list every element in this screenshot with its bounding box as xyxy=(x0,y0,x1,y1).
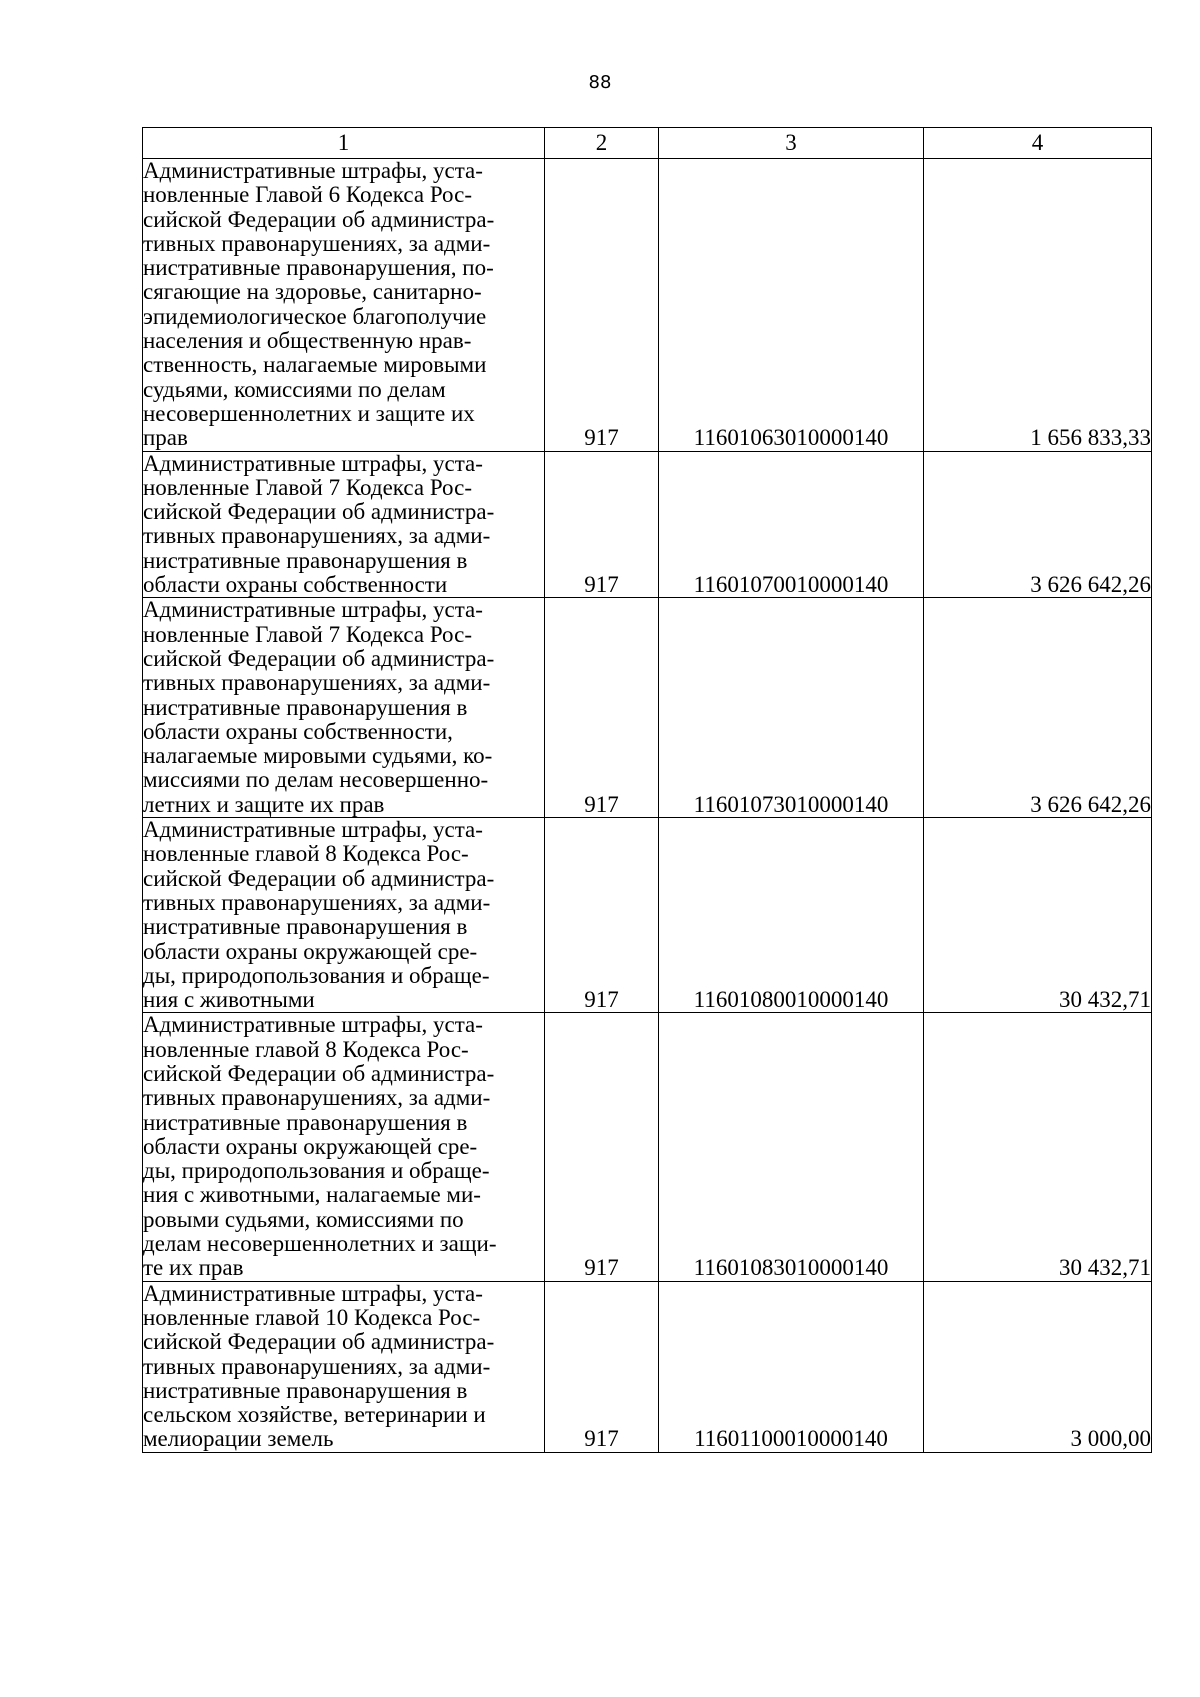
description-line: ды, природопользования и обраще- xyxy=(143,1158,490,1184)
description-line: сягающие на здоровье, санитарно- xyxy=(143,279,482,305)
description-line: тивных правонарушениях, за адми- xyxy=(143,670,491,696)
description-line: Административные штрафы, уста- xyxy=(143,817,483,843)
description-line: сийской Федерации об администра- xyxy=(143,645,495,671)
description-line: нистративные правонарушения в xyxy=(143,547,468,573)
description-line: несовершеннолетних и защите их xyxy=(143,400,475,426)
description-line: тивных правонарушениях, за адми- xyxy=(143,523,491,549)
table-row xyxy=(143,1013,1152,1281)
kbk-code-cell: 11601080010000140 xyxy=(659,818,924,1013)
description-line: нистративные правонарушения в xyxy=(143,694,468,720)
description-line: ды, природопользования и обраще- xyxy=(143,962,490,988)
amount-cell: 3 626 642,26 xyxy=(924,598,1152,818)
admin-code-cell: 917 xyxy=(545,159,659,452)
description-line: Административные штрафы, уста- xyxy=(143,450,483,476)
admin-code-cell: 917 xyxy=(545,1281,659,1452)
table-row xyxy=(143,451,1152,598)
description-line: ния с животными, налагаемые ми- xyxy=(143,1182,481,1208)
header-row xyxy=(143,128,1152,159)
description-line: Административные штрафы, уста- xyxy=(143,597,483,623)
description-line: сельском хозяйстве, ветеринарии и xyxy=(143,1402,486,1428)
table-body xyxy=(143,159,1152,1453)
description-line: области охраны окружающей сре- xyxy=(143,1133,478,1159)
description-line: ровыми судьями, комиссиями по xyxy=(143,1206,464,1232)
description-line: тивных правонарушениях, за адми- xyxy=(143,230,491,256)
kbk-code-cell: 11601070010000140 xyxy=(659,451,924,598)
admin-code-cell: 917 xyxy=(545,598,659,818)
row-description xyxy=(143,1013,545,1281)
description-line: области охраны собственности, xyxy=(143,718,453,744)
column-header-4: 4 xyxy=(924,128,1152,159)
description-line: летних и защите их прав xyxy=(143,791,385,817)
description-line: сийской Федерации об администра- xyxy=(143,1060,495,1086)
admin-code-cell: 917 xyxy=(545,818,659,1013)
description-line: сийской Федерации об администра- xyxy=(143,865,495,891)
column-header-3: 3 xyxy=(659,128,924,159)
description-line: нистративные правонарушения в xyxy=(143,1377,468,1403)
description-line: те их прав xyxy=(143,1255,244,1281)
column-header-2: 2 xyxy=(545,128,659,159)
description-line: судьями, комиссиями по делам xyxy=(143,376,446,402)
description-line: ния с животными xyxy=(143,987,315,1013)
amount-cell: 30 432,71 xyxy=(924,1013,1152,1281)
row-description xyxy=(143,818,545,1013)
description-line: ственность, налагаемые мировыми xyxy=(143,352,487,378)
description-line: нистративные правонарушения в xyxy=(143,1109,468,1135)
revenue-table xyxy=(142,127,1152,1453)
kbk-code-cell: 11601063010000140 xyxy=(659,159,924,452)
amount-cell: 3 626 642,26 xyxy=(924,451,1152,598)
description-line: прав xyxy=(143,425,188,451)
amount-cell: 3 000,00 xyxy=(924,1281,1152,1452)
description-line: делам несовершеннолетних и защи- xyxy=(143,1231,497,1257)
description-line: мелиорации земель xyxy=(143,1426,334,1452)
description-line: новленные главой 8 Кодекса Рос- xyxy=(143,1036,469,1062)
description-line: населения и общественную нрав- xyxy=(143,328,472,354)
column-header-1: 1 xyxy=(143,128,545,159)
description-line: новленные Главой 7 Кодекса Рос- xyxy=(143,621,472,647)
row-description xyxy=(143,451,545,598)
kbk-code-cell: 11601100010000140 xyxy=(659,1281,924,1452)
description-line: тивных правонарушениях, за адми- xyxy=(143,1085,491,1111)
description-line: Административные штрафы, уста- xyxy=(143,158,483,183)
amount-cell: 1 656 833,33 xyxy=(924,159,1152,452)
description-line: новленные главой 10 Кодекса Рос- xyxy=(143,1304,481,1330)
row-description xyxy=(143,598,545,818)
description-line: сийской Федерации об администра- xyxy=(143,499,495,525)
description-line: новленные Главой 7 Кодекса Рос- xyxy=(143,474,472,500)
description-line: новленные Главой 6 Кодекса Рос- xyxy=(143,182,472,208)
row-description xyxy=(143,159,545,452)
kbk-code-cell: 11601083010000140 xyxy=(659,1013,924,1281)
description-line: Административные штрафы, уста- xyxy=(143,1280,483,1306)
description-line: сийской Федерации об администра- xyxy=(143,206,495,232)
description-line: сийской Федерации об администра- xyxy=(143,1329,495,1355)
table-row xyxy=(143,598,1152,818)
amount-cell: 30 432,71 xyxy=(924,818,1152,1013)
admin-code-cell: 917 xyxy=(545,451,659,598)
description-line: области охраны собственности xyxy=(143,572,448,598)
description-line: тивных правонарушениях, за адми- xyxy=(143,889,491,915)
table-row xyxy=(143,818,1152,1013)
row-description xyxy=(143,1281,545,1452)
description-line: налагаемые мировыми судьями, ко- xyxy=(143,743,493,769)
description-line: области охраны окружающей сре- xyxy=(143,938,478,964)
table-row xyxy=(143,1281,1152,1452)
description-line: нистративные правонарушения в xyxy=(143,914,468,940)
description-line: новленные главой 8 Кодекса Рос- xyxy=(143,841,469,867)
admin-code-cell: 917 xyxy=(545,1013,659,1281)
description-line: эпидемиологическое благополучие xyxy=(143,303,487,329)
page-number: 88 xyxy=(588,72,612,93)
description-line: миссиями по делам несовершенно- xyxy=(143,767,489,793)
kbk-code-cell: 11601073010000140 xyxy=(659,598,924,818)
description-line: нистративные правонарушения, по- xyxy=(143,255,494,281)
table-row xyxy=(143,159,1152,452)
description-line: Административные штрафы, уста- xyxy=(143,1012,483,1038)
description-line: тивных правонарушениях, за адми- xyxy=(143,1353,491,1379)
